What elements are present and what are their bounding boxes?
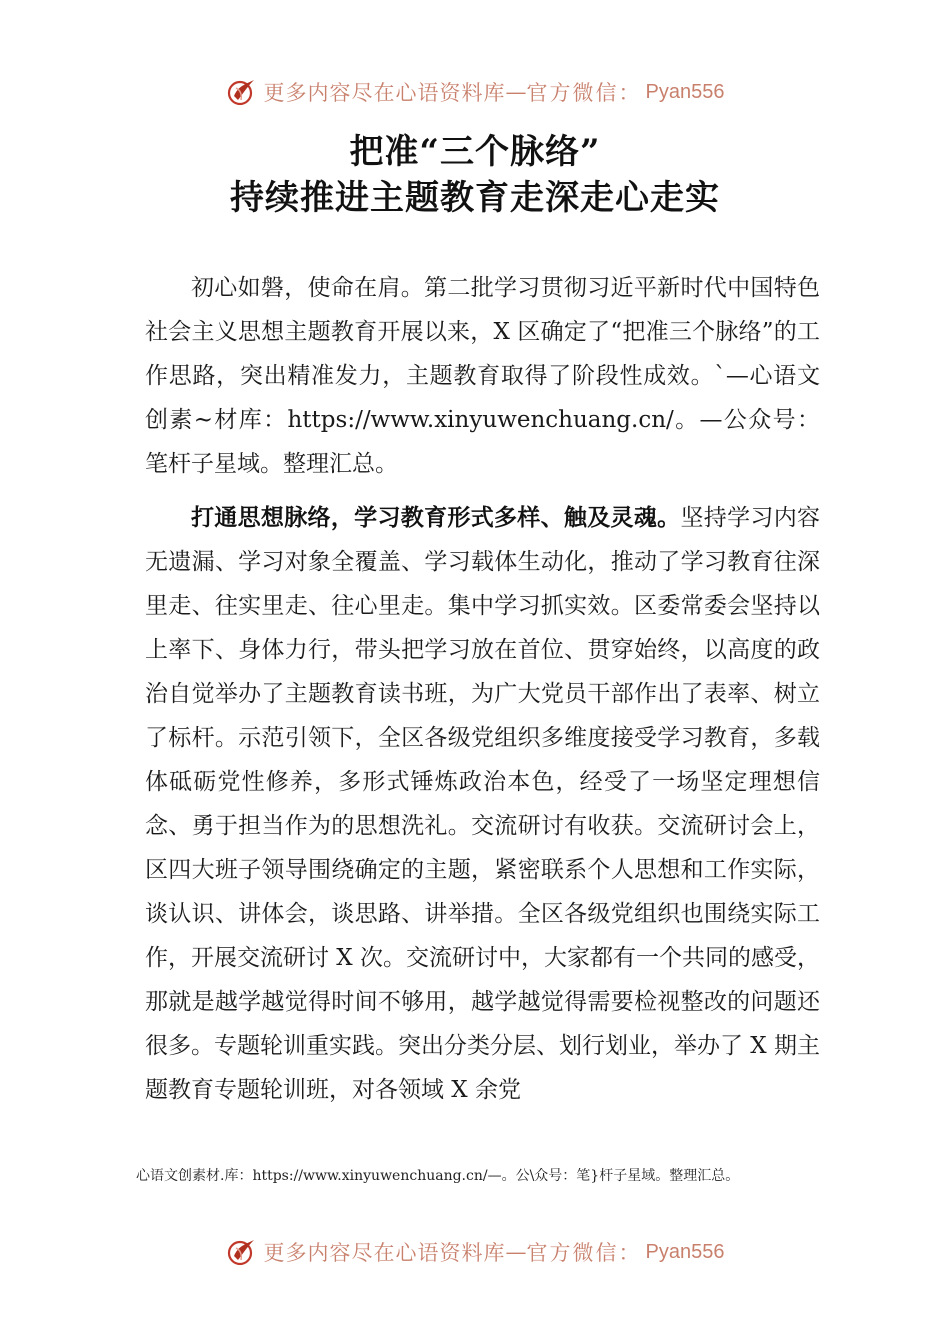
brand-logo-icon: [226, 1236, 258, 1268]
paragraph-intro: 初心如磐，使命在肩。第二批学习贯彻习近平新时代中国特色社会主义思想主题教育开展以来，X 区确定了“把准三个脉络”的工作思路，突出精准发力，主题教育取得了阶段性成效。`—心语文创素~材库：https://www.xinyuwenchuang.cn/。—公众号：笔杆子星域。整理汇总。: [145, 275, 820, 477]
banner-separator: —: [505, 1240, 527, 1264]
paragraph-section-1: [145, 496, 820, 1112]
page-title-line1: 把准“三个脉络”: [349, 132, 601, 172]
footer-banner: [0, 1230, 950, 1274]
paragraph-lead-heading: 打通思想脉络，学习教育形式多样、触及灵魂。: [191, 505, 681, 531]
page-title-line2: 持续推进主题教育走深走心走实: [230, 178, 720, 218]
banner-wechat-id: Pyan556: [645, 1240, 725, 1263]
footnote-watermark-text: 心语文创素材.库：https://www.xinyuwenchuang.cn/—。公\众号：笔}杆子星域。整理汇总。: [136, 1168, 740, 1184]
banner-text: 更多内容尽在心语资料库: [263, 1241, 506, 1265]
brand-logo-icon: [226, 76, 258, 108]
header-banner: [0, 70, 950, 114]
banner-wechat-label: 官方微信：: [526, 1241, 642, 1265]
banner-wechat-id: Pyan556: [645, 80, 725, 103]
paragraph-body: 坚持学习内容无遗漏、学习对象全覆盖、学习载体生动化，推动了学习教育往深里走、往实里走、往心里走。集中学习抓实效。区委常委会坚持以上率下、身体力行，带头把学习放在首位、贯穿始终，以高度的政治自觉举办了主题教育读书班，为广大党员干部作出了表率、树立了标杆。示范引领下，全区各级党组织多维度接受学习教育，多载体砥砺党性修养，多形式锤炼政治本色，经受了一场坚定理想信念、勇于担当作为的思想洗礼。交流研讨有收获。交流研讨会上，区四大班子领导围绕确定的主题，紧密联系个人思想和工作实际，谈认识、讲体会，谈思路、讲举措。全区各级党组织也围绕实际工作，开展交流研讨 X 次。交流研讨中，大家都有一个共同的感受，那就是越学越觉得时间不够用，越学越觉得需要检视整改的问题还很多。专题轮训重实践。突出分类分层、划行划业，举办了 X 期主题教育专题轮训班，对各领域 X 余党: [145, 505, 821, 1103]
banner-text: 更多内容尽在心语资料库: [263, 81, 506, 105]
banner-wechat-label: 官方微信：: [526, 81, 642, 105]
banner-separator: —: [505, 80, 527, 104]
